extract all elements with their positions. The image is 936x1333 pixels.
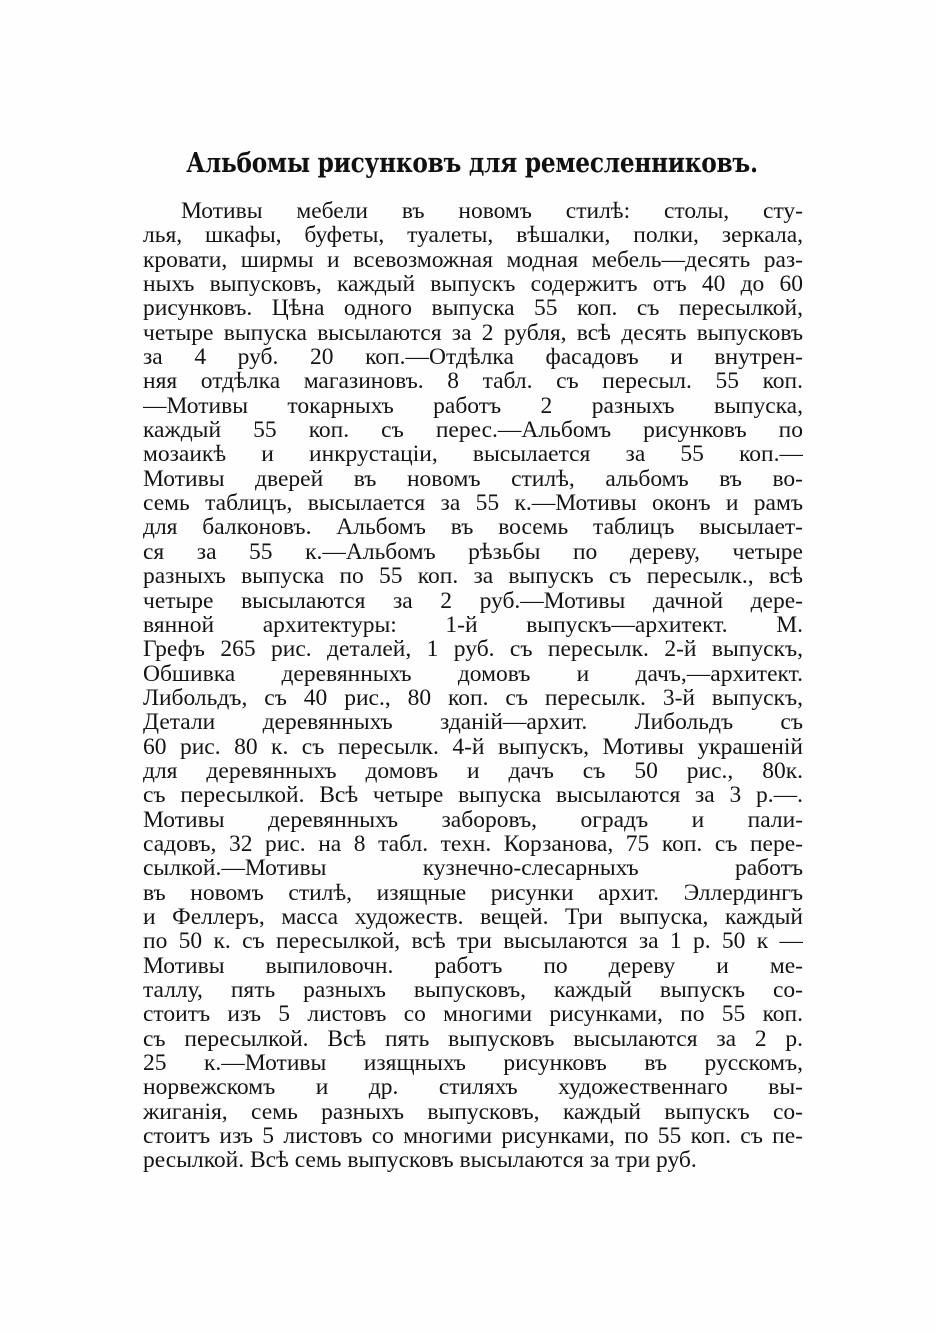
text-line: ресылкой. Всѣ семь выпусковъ высылаются за три руб. [143,1148,697,1173]
text-line: Грефъ 265 рис. деталей, 1 руб. съ пересылк. 2-й выпускъ, [143,637,803,662]
text-line: за 4 руб. 20 коп.—Отдѣлка фасадовъ и внутрен- [143,345,803,370]
text-line: кровати, ширмы и всевозможная модная мебель—десять раз- [143,247,803,273]
text-line: 60 рис. 80 к. съ пересылк. 4-й выпускъ, Мотивы украшеній [143,734,803,759]
text-line: рисунковъ. Цѣна одного выпуска 55 коп. съ пересылкой, [143,296,803,321]
text-line: Мотивы выпиловочн. работъ по дереву и ме- [143,953,803,978]
text-line: для деревянныхъ домовъ и дачъ съ 50 рис., 80к. [143,758,803,784]
text-line: 25 к.—Мотивы изящныхъ рисунковъ въ русскомъ, [143,1051,803,1076]
text-line: ныхъ выпусковъ, каждый выпускъ содержитъ отъ 40 до 60 [143,272,803,297]
text-line: разныхъ выпуска по 55 коп. за выпускъ съ пересылк., всѣ [143,564,803,589]
text-line: Либольдъ, съ 40 рис., 80 коп. съ пересылк. 3-й выпускъ, [143,685,803,711]
text-line: семь таблицъ, высылается за 55 к.—Мотивы оконъ и рамъ [143,491,803,516]
text-line: каждый 55 коп. съ перес.—Альбомъ рисунковъ по [143,418,803,443]
text-line: и Феллеръ, масса художеств. вещей. Три выпуска, каждый [143,904,803,930]
text-line: таллу, пять разныхъ выпусковъ, каждый выпускъ со- [143,978,803,1003]
text-line: Мотивы дверей въ новомъ стилѣ, альбомъ въ во- [143,466,803,492]
text-line: Детали деревянныхъ зданій—архит. Либольдъ съ [143,710,803,735]
text-line: стоитъ изъ 5 листовъ со многими рисунками, по 55 коп. [143,1002,803,1027]
text-line: норвежскомъ и др. стиляхъ художественнаго вы- [143,1075,803,1100]
text-line: Мотивы деревянныхъ заборовъ, оградъ и пали- [143,807,803,832]
text-line: жиганія, семь разныхъ выпусковъ, каждый выпускъ со- [143,1099,803,1125]
text-line: сылкой.—Мотивы кузнечно-слесарныхъ работъ [143,856,803,881]
text-line: вянной архитектуры: 1-й выпускъ—архитект. М. [143,612,803,638]
text-line: въ новомъ стилѣ, изящные рисунки архит. Эллердингъ [143,880,803,905]
text-line: по 50 к. съ пересылкой, всѣ три высылаются за 1 р. 50 к — [143,929,803,954]
text-line: лья, шкафы, буфеты, туалеты, вѣшалки, полки, зеркала, [143,223,803,248]
text-line: четыре высылаются за 2 руб.—Мотивы дачной дере- [143,588,803,613]
text-line: Обшивка деревянныхъ домовъ и дачъ,—архитект. [143,661,803,686]
text-line: съ пересылкой. Всѣ пять выпусковъ высылаются за 2 р. [143,1026,803,1052]
text-line: садовъ, 32 рис. на 8 табл. техн. Корзанова, 75 коп. съ пере- [143,831,803,857]
text-line: мозаикѣ и инкрустаціи, высылается за 55 коп.— [143,442,803,467]
text-line: четыре выпуска высылаются за 2 рубля, всѣ десять выпусковъ [143,320,803,346]
text-line: для балконовъ. Альбомъ въ восемь таблицъ высылает- [143,515,803,540]
text-line: —Мотивы токарныхъ работъ 2 разныхъ выпуска, [143,393,803,419]
text-line: стоитъ изъ 5 листовъ со многими рисунками, по 55 коп. съ пе- [143,1124,803,1149]
text-line: съ пересылкой. Всѣ четыре выпуска высылаются за 3 р.—. [143,783,803,808]
body-paragraph [143,199,803,1173]
page-title: Альбомы рисунковъ для ремесленниковъ. [186,148,758,179]
text-line: Мотивы мебели въ новомъ стилѣ: столы, сту- [181,199,803,224]
text-line: ся за 55 к.—Альбомъ рѣзьбы по дереву, четыре [143,539,803,565]
text-line: няя отдѣлка магазиновъ. 8 табл. съ пересыл. 55 коп. [143,369,803,394]
